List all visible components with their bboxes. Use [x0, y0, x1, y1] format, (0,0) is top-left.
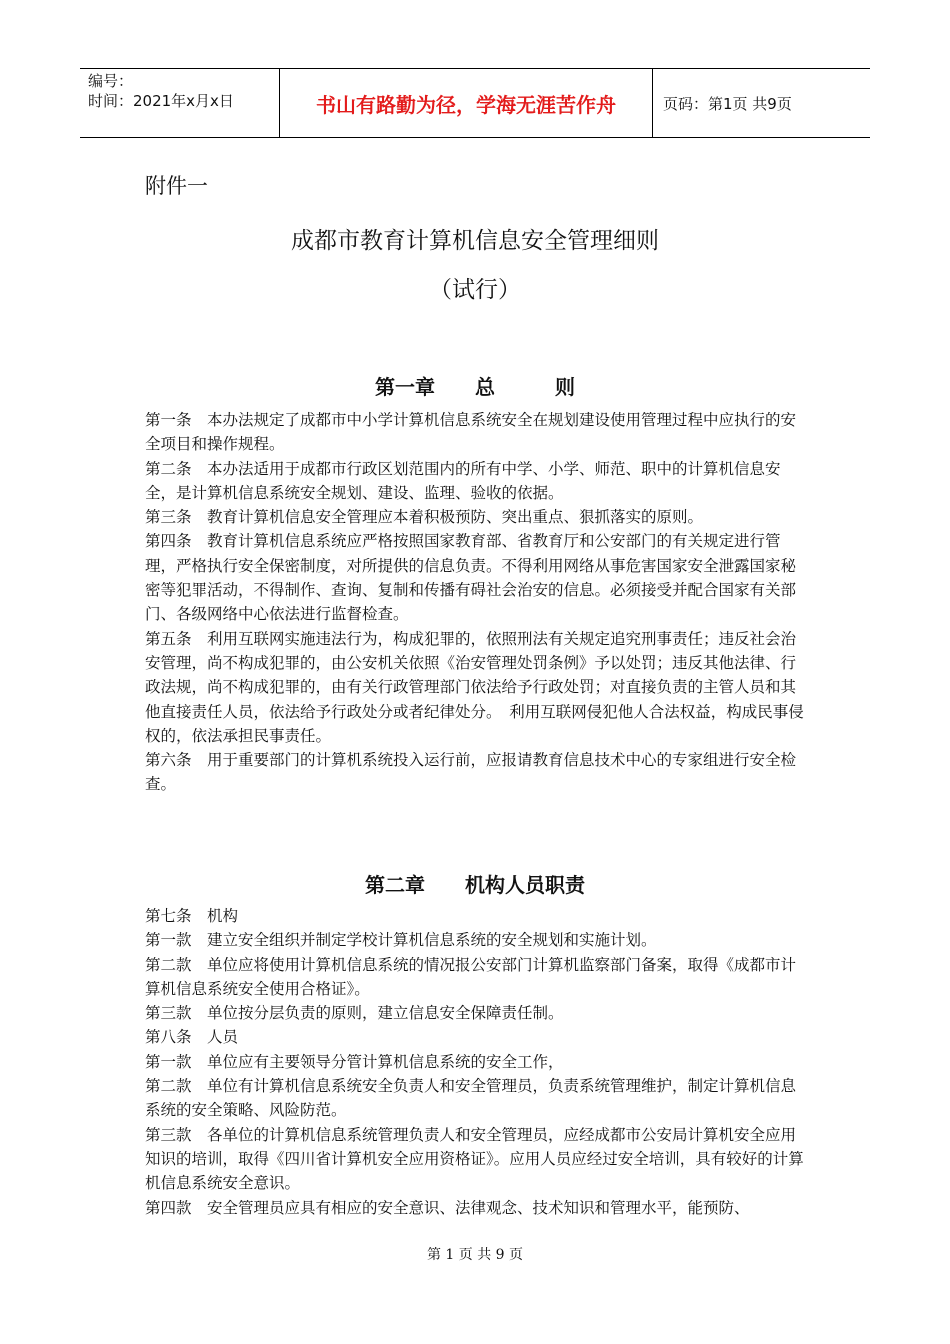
clause: 第一款 建立安全组织并制定学校计算机信息系统的安全规划和实施计划。	[145, 931, 657, 950]
time-label: 时间：2021年x月x日	[88, 92, 234, 110]
clause: 第二款 单位应将使用计算机信息系统的情况报公安部门计算机监察部门备案，取得《成都市计算机信息系统安全使用合格证》。	[145, 955, 797, 998]
document-title: 成都市教育计算机信息安全管理细则	[291, 228, 659, 254]
header-page-info: 页码：第1页 共9页	[663, 94, 792, 113]
chapter-1-heading: 第一章 总 则	[375, 375, 575, 399]
article-8: 第八条 人员	[145, 1028, 239, 1047]
clause: 第一款 单位应有主要领导分管计算机信息系统的安全工作，	[145, 1052, 564, 1071]
chapter-2-heading: 第二章 机构人员职责	[365, 873, 585, 897]
chapter-2-body	[145, 904, 810, 1220]
header-motto: 书山有路勤为径，学海无涯苦作舟	[280, 69, 653, 137]
article-1: 第一条 本办法规定了成都市中小学计算机信息系统安全在规划建设使用管理过程中应执行的安全项目和操作规程。	[145, 411, 797, 454]
article-3: 第三条 教育计算机信息安全管理应本着积极预防、突出重点、狠抓落实的原则。	[145, 508, 704, 527]
clause: 第二款 单位有计算机信息系统安全负责人和安全管理员，负责系统管理维护，制定计算机信息系统的安全策略、风险防范。	[145, 1077, 797, 1120]
chapter-1-body	[145, 408, 810, 797]
article-7: 第七条 机构	[145, 907, 239, 925]
number-label: 编号：	[88, 72, 134, 90]
attachment-label: 附件一	[145, 174, 208, 198]
clause: 第四款 安全管理员应具有相应的安全意识、法律观念、技术知识和管理水平，能预防、	[145, 1198, 750, 1217]
header-meta	[80, 69, 280, 137]
clause: 第三款 单位按分层负责的原则，建立信息安全保障责任制。	[145, 1004, 564, 1023]
clause: 第三款 各单位的计算机信息系统管理负责人和安全管理员，应经成都市公安局计算机安全应用知识的培训，取得《四川省计算机安全应用资格证》。应用人员应经过安全培训，具有较好的计算机信息系统安全意识。	[145, 1125, 804, 1193]
article-4: 第四条 教育计算机信息系统应严格按照国家教育部、省教育厅和公安部门的有关规定进行管理，严格执行安全保密制度，对所提供的信息负责。不得利用网络从事危害国家安全泄露国家秘密等犯罪活动，不得制作、查询、复制和传播有碍社会治安的信息。必须接受并配合国家有关部门、各级网络中心依法进行监督检查。	[145, 532, 797, 624]
document-subtitle: （试行）	[429, 277, 521, 303]
article-6: 第六条 用于重要部门的计算机系统投入运行前，应报请教育信息技术中心的专家组进行安全检查。	[145, 751, 797, 794]
page-footer: 第 1 页 共 9 页	[426, 1247, 524, 1263]
article-5: 第五条 利用互联网实施违法行为，构成犯罪的，依照刑法有关规定追究刑事责任；违反社会治安管理，尚不构成犯罪的，由公安机关依照《治安管理处罚条例》予以处罚；违反其他法律、行政法规，尚不构成犯罪的，由有关行政管理部门依法给予行政处罚；对直接负责的主管人员和其他直接责任人员，依法给予行政处分或者纪律处分。 利用互联网侵犯他人合法权益，构成民事侵权的，依法承担民事责任。	[145, 629, 804, 745]
article-2: 第二条 本办法适用于成都市行政区划范围内的所有中学、小学、师范、职中的计算机信息安全，是计算机信息系统安全规划、建设、监理、验收的依据。	[145, 459, 781, 502]
document-header	[80, 68, 870, 138]
